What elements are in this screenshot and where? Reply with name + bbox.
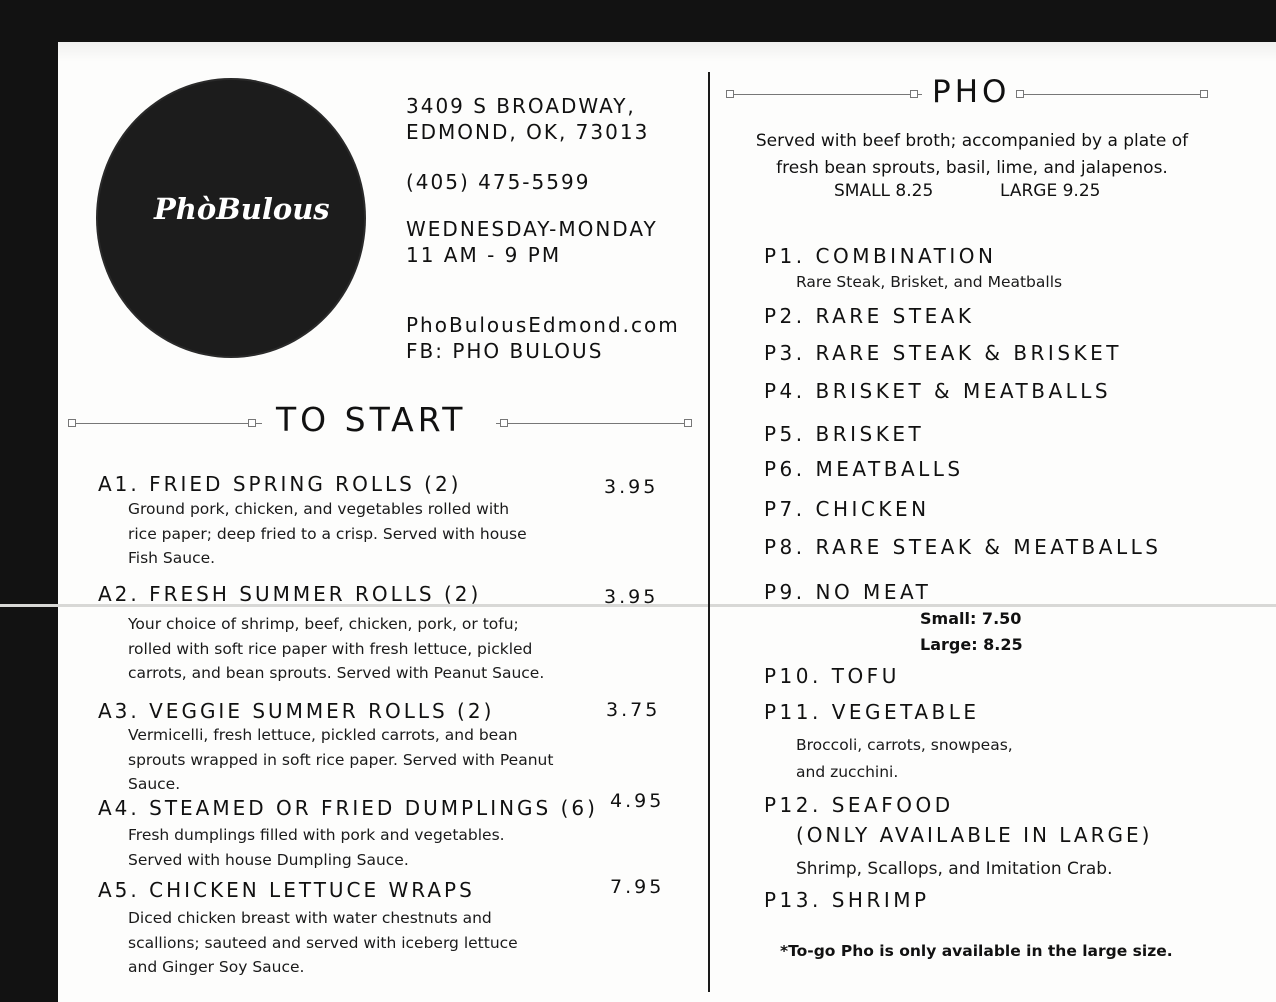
- heading-ornament-left: [730, 94, 922, 95]
- appetizer-title: A5. CHICKEN LETTUCE WRAPS: [98, 878, 475, 902]
- heading-ornament-right: [496, 423, 692, 424]
- appetizer-desc: [128, 823, 588, 872]
- pho-item-title: P10. TOFU: [764, 664, 900, 688]
- desc-line: carrots, and bean sprouts. Served with Peanut Sauce.: [128, 664, 545, 682]
- ornament-cap: [726, 90, 734, 98]
- pho-item-sub: Shrimp, Scallops, and Imitation Crab.: [796, 859, 1113, 879]
- pho-item-title: P12. SEAFOOD: [764, 793, 954, 817]
- pho-item-title: P8. RARE STEAK & MEATBALLS: [764, 535, 1162, 559]
- appetizer-title: A1. FRIED SPRING ROLLS (2): [98, 472, 462, 496]
- pho-item-sub: and zucchini.: [796, 763, 899, 781]
- heading-ornament-left: [72, 423, 262, 424]
- pho-item-title: P9. NO MEAT: [764, 580, 932, 604]
- pho-item-sub: Rare Steak, Brisket, and Meatballs: [796, 273, 1063, 291]
- pho-item-title: P6. MEATBALLS: [764, 457, 964, 481]
- website-link[interactable]: PhoBulousEdmond.com: [406, 313, 680, 337]
- pho-item-title: P7. CHICKEN: [764, 497, 930, 521]
- pho-item-title: P4. BRISKET & MEATBALLS: [764, 379, 1112, 403]
- heading-ornament-right: [1016, 94, 1206, 95]
- ornament-cap: [684, 419, 692, 427]
- appetizer-title: A4. STEAMED OR FRIED DUMPLINGS (6): [98, 796, 598, 820]
- desc-line: Your choice of shrimp, beef, chicken, pork, or tofu;: [128, 615, 519, 633]
- pho-item-title: P2. RARE STEAK: [764, 304, 975, 328]
- ornament-cap: [1016, 90, 1024, 98]
- pho-intro-line2: fresh bean sprouts, basil, lime, and jalapenos.: [776, 158, 1168, 178]
- phone-number: (405) 475-5599: [406, 170, 591, 194]
- pho-large-price: LARGE 9.25: [1000, 181, 1101, 201]
- pho-item-title: P3. RARE STEAK & BRISKET: [764, 341, 1122, 365]
- facebook-handle: FB: PHO BULOUS: [406, 339, 604, 363]
- pho-item-sub: Broccoli, carrots, snowpeas,: [796, 736, 1013, 754]
- no-meat-large-price: Large: 8.25: [920, 635, 1023, 654]
- desc-line: Sauce.: [128, 775, 181, 793]
- desc-line: Diced chicken breast with water chestnuts and: [128, 909, 492, 927]
- desc-line: rolled with soft rice paper with fresh lettuce, pickled: [128, 639, 533, 658]
- appetizer-desc: [128, 612, 588, 686]
- address: [406, 93, 649, 145]
- page-edge-shade: [58, 42, 1276, 62]
- ornament-cap: [1200, 90, 1208, 98]
- appetizer-price: 3.75: [606, 699, 661, 721]
- column-divider: [708, 72, 710, 992]
- ornament-cap: [68, 419, 76, 427]
- desc-line: Fresh dumplings filled with pork and vegetables.: [128, 826, 505, 844]
- appetizer-price: 4.95: [610, 790, 665, 812]
- address-line2: EDMOND, OK, 73013: [406, 120, 650, 144]
- open-days: WEDNESDAY-MONDAY: [406, 217, 658, 241]
- pho-heading: PHO: [932, 74, 1011, 110]
- desc-line: Served with house Dumpling Sauce.: [128, 850, 409, 869]
- desc-line: rice paper; deep fried to a crisp. Served with house: [128, 524, 527, 543]
- seafood-large-note: (ONLY AVAILABLE IN LARGE): [796, 823, 1153, 847]
- appetizer-price: 7.95: [610, 876, 665, 898]
- open-hours: 11 AM - 9 PM: [406, 243, 562, 267]
- desc-line: Fish Sauce.: [128, 549, 216, 567]
- pho-item-title: P13. SHRIMP: [764, 888, 930, 912]
- appetizer-price: 3.95: [604, 586, 659, 608]
- appetizer-price: 3.95: [604, 476, 659, 498]
- desc-line: Ground pork, chicken, and vegetables rolled with: [128, 500, 510, 518]
- appetizer-desc: [128, 906, 588, 980]
- ornament-cap: [910, 90, 918, 98]
- pho-item-title: P5. BRISKET: [764, 422, 925, 446]
- appetizer-desc: [128, 723, 588, 797]
- desc-line: sprouts wrapped in soft rice paper. Served with Peanut: [128, 750, 554, 769]
- desc-line: and Ginger Soy Sauce.: [128, 958, 305, 976]
- address-line1: 3409 S BROADWAY,: [406, 94, 636, 118]
- desc-line: scallions; sauteed and served with iceberg lettuce: [128, 933, 518, 952]
- ornament-cap: [500, 419, 508, 427]
- pho-intro: [732, 128, 1212, 182]
- togo-footnote: *To-go Pho is only available in the large size.: [780, 942, 1173, 960]
- appetizer-title: A3. VEGGIE SUMMER ROLLS (2): [98, 699, 495, 723]
- ornament-cap: [248, 419, 256, 427]
- appetizer-title: A2. FRESH SUMMER ROLLS (2): [98, 582, 482, 606]
- pho-small-price: SMALL 8.25: [834, 181, 934, 201]
- desc-line: Vermicelli, fresh lettuce, pickled carrots, and bean: [128, 726, 518, 744]
- hours-block: [406, 216, 658, 268]
- appetizer-desc: [128, 497, 588, 571]
- logo-text: PhòBulous: [154, 192, 330, 226]
- no-meat-small-price: Small: 7.50: [920, 609, 1022, 628]
- pho-item-title: P1. COMBINATION: [764, 244, 997, 268]
- web-block: [406, 312, 680, 364]
- to-start-heading: TO START: [276, 400, 467, 439]
- pho-item-title: P11. VEGETABLE: [764, 700, 980, 724]
- pho-intro-line1: Served with beef broth; accompanied by a plate of: [755, 131, 1189, 151]
